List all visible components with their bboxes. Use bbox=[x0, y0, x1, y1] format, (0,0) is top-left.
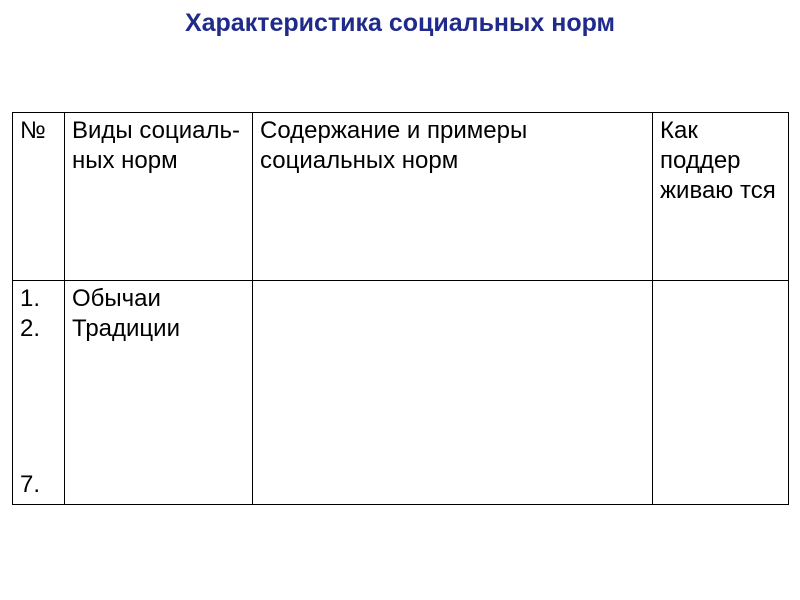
header-kinds-line: социаль- bbox=[139, 117, 240, 144]
header-kinds-line: Виды bbox=[72, 117, 133, 144]
header-content-line: Содержание и примеры bbox=[260, 117, 528, 144]
cell-support bbox=[653, 281, 789, 505]
header-content-line: социальных норм bbox=[260, 147, 459, 174]
cell-numbers bbox=[13, 281, 65, 505]
row-number: 2. bbox=[20, 315, 41, 342]
table-header-row bbox=[13, 113, 789, 281]
header-support-line: тся bbox=[739, 177, 776, 204]
social-norms-table bbox=[12, 112, 789, 505]
header-support-line: живаю bbox=[660, 177, 734, 204]
page-title: Характеристика социальных норм bbox=[184, 9, 616, 37]
header-kinds-line: ных норм bbox=[72, 147, 178, 174]
row-number: 1. bbox=[20, 285, 41, 312]
header-support-line: поддер bbox=[660, 147, 741, 174]
cell-kinds bbox=[65, 281, 253, 505]
table-row bbox=[13, 281, 789, 505]
row-number: 7. bbox=[20, 471, 41, 498]
header-support-line: Как bbox=[660, 117, 698, 144]
norm-kind: Обычаи bbox=[72, 285, 161, 312]
header-content bbox=[253, 113, 653, 281]
header-support bbox=[653, 113, 789, 281]
header-number: № bbox=[13, 113, 65, 281]
norm-kind: Традиции bbox=[72, 315, 180, 342]
header-kinds bbox=[65, 113, 253, 281]
cell-content bbox=[253, 281, 653, 505]
